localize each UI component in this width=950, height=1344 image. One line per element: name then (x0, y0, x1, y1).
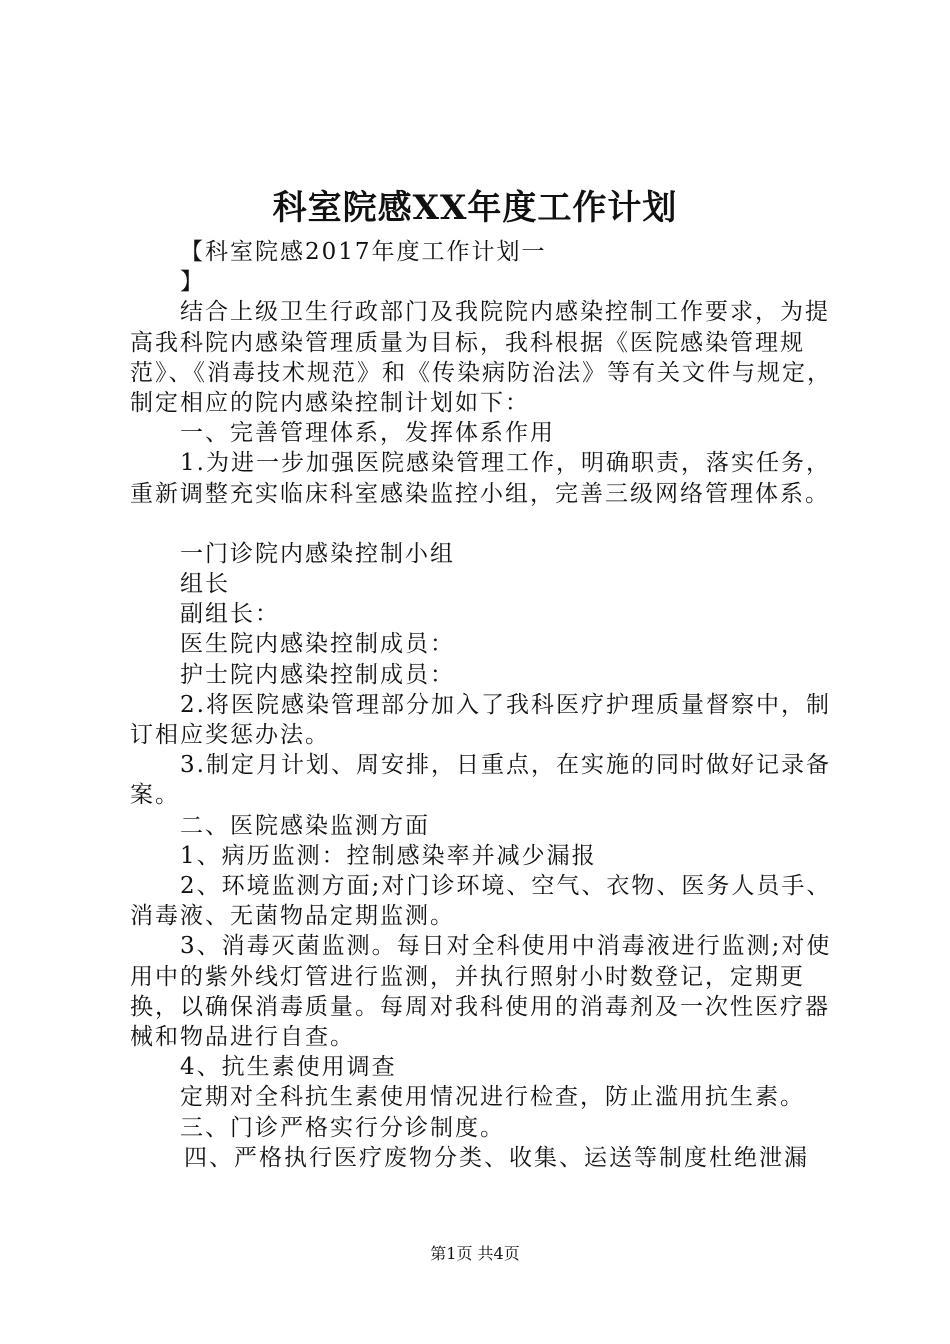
paragraph: 3.制定月计划、周安排，日重点，在实施的同时做好记录备案。 (130, 752, 831, 809)
paragraph: 组长 (180, 571, 230, 598)
section-heading: 四、严格执行医疗废物分类、收集、运送等制度杜绝泄漏 (184, 1144, 809, 1171)
paragraph: 一门诊院内感染控制小组 (180, 540, 455, 567)
paragraph: 【科室院感2017年度工作计划一 (180, 239, 547, 265)
section-heading: 一、完善管理体系，发挥体系作用 (180, 420, 555, 447)
paragraph: 1、病历监测：控制感染率并减少漏报 (180, 842, 597, 869)
paragraph: 结合上级卫生行政部门及我院院内感染控制工作要求，为提高我科院内感染管理质量为目标，我科根据《医院感染管理规范》、《消毒技术规范》和《传染病防治法》等有关文件与规定，制定相应的院内感染控制计划如下： (130, 299, 832, 417)
paragraph: 2、环境监测方面;对门诊环境、空气、衣物、医务人员手、消毒液、无菌物品定期监测。 (130, 873, 832, 930)
paragraph: 2.将医院感染管理部分加入了我科医疗护理质量督察中，制订相应奖惩办法。 (130, 691, 831, 749)
paragraph: 1.为进一步加强医院感染管理工作，明确职责，落实任务，重新调整充实临床科室感染监控小组，完善三级网络管理体系。 (130, 450, 831, 507)
paragraph: 3、消毒灭菌监测。每日对全科使用中消毒液进行监测;对使用中的紫外线灯管进行监测，并执行照射小时数登记，定期更换，以确保消毒质量。每周对我科使用的消毒剂及一次性医疗器械和物品进行自查。 (130, 933, 832, 1051)
paragraph: 4、抗生素使用调查 (180, 1054, 397, 1081)
blank-line (130, 509, 842, 539)
page-footer: 第1页 共4页 (430, 1244, 520, 1263)
document-title: 科室院感XX年度工作计划 (272, 188, 678, 228)
document-body (130, 237, 842, 1173)
section-heading: 二、医院感染监测方面 (180, 812, 430, 839)
paragraph: 定期对全科抗生素使用情况进行检查，防止滥用抗生素。 (180, 1084, 805, 1111)
paragraph: 护士院内感染控制成员： (180, 661, 455, 688)
paragraph: 】 (180, 269, 205, 296)
paragraph: 医生院内感染控制成员： (180, 631, 455, 658)
paragraph: 副组长： (180, 601, 280, 628)
section-heading: 三、门诊严格实行分诊制度。 (180, 1114, 505, 1141)
